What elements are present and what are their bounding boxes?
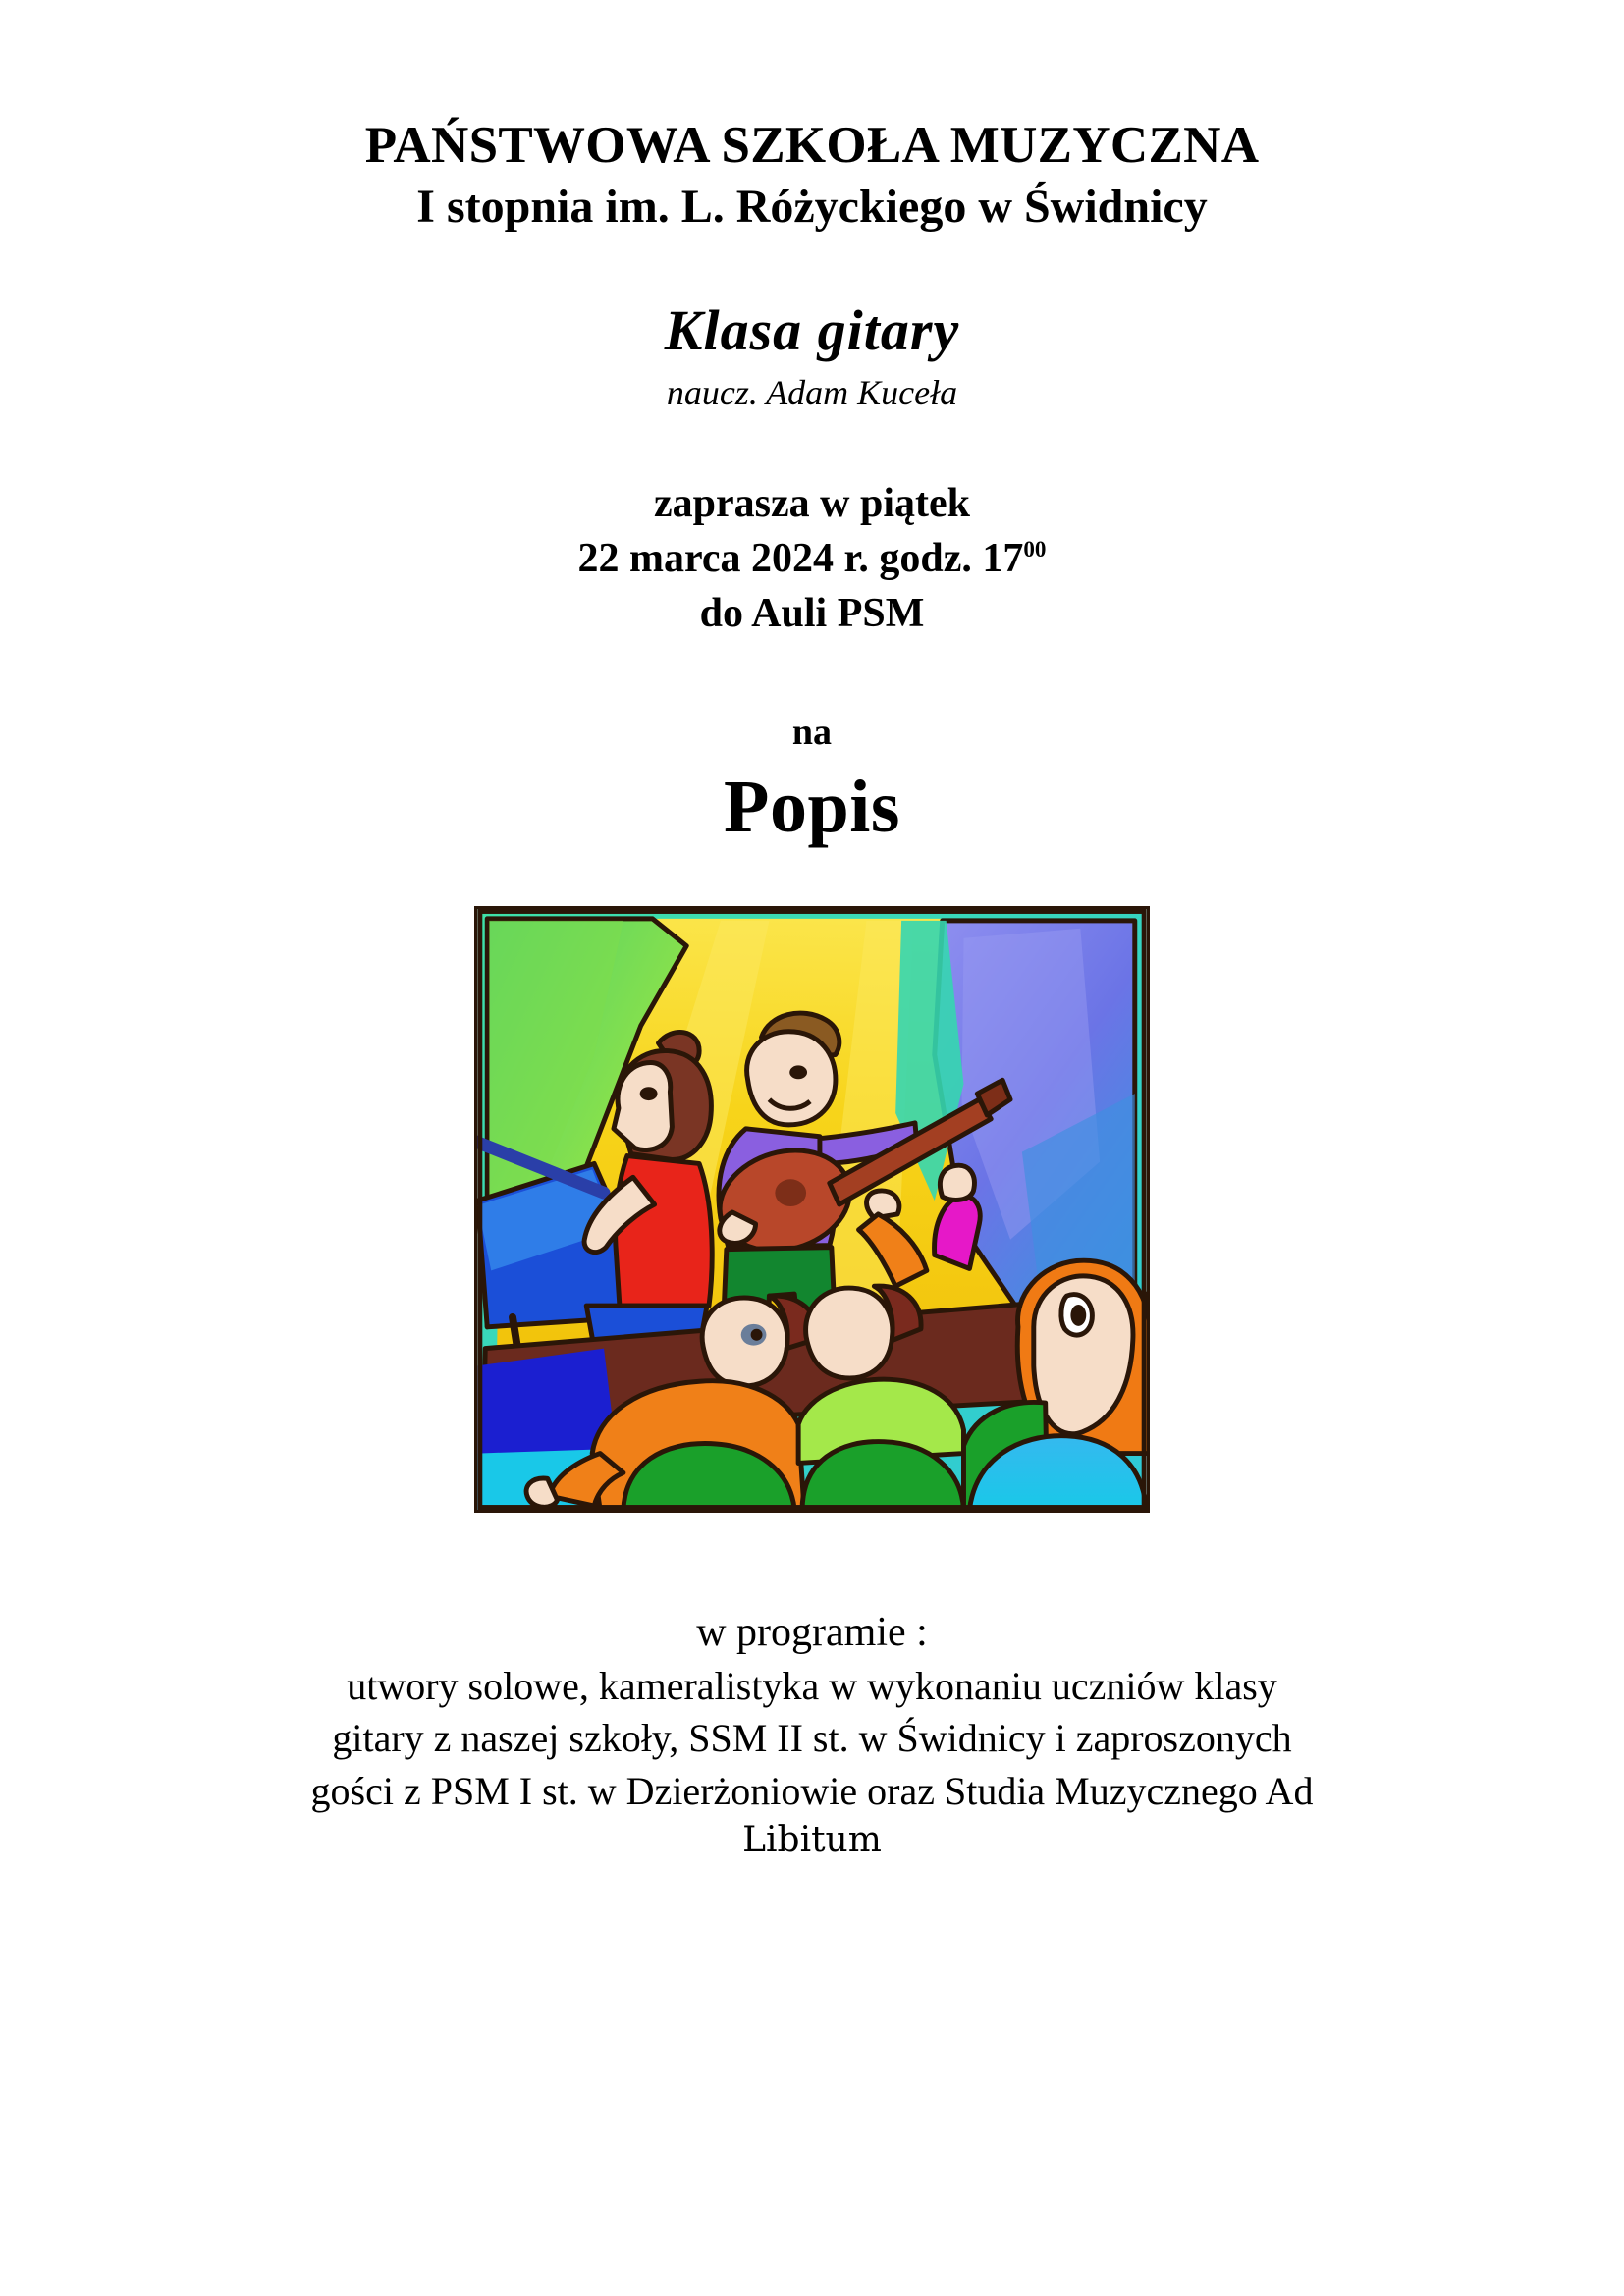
program-line-4: Libitum [742, 1819, 882, 1860]
program-line-3: gości z PSM I st. w Dzierżoniowie oraz Studia Muzycznego Ad [310, 1768, 1314, 1813]
teacher-name: naucz. Adam Kuceła [666, 372, 958, 412]
school-header [0, 116, 1624, 235]
school-name-line2: I stopnia im. L. Różyckiego w Świdnicy [416, 181, 1208, 234]
illustration-wrap [0, 906, 1624, 1513]
program-body [0, 1660, 1624, 1863]
invitation-block [0, 477, 1624, 642]
event-name: Popis [724, 766, 900, 849]
program-line-2: gitary z naszej szkoły, SSM II st. w Świdnicy i zaproszonych [332, 1716, 1292, 1761]
invitation-date-time [0, 532, 1624, 587]
invitation-date: 22 marca 2024 r. godz. 17 [577, 535, 1024, 581]
invitation-venue: do Auli PSM [699, 590, 925, 636]
school-name-line1: PAŃSTWOWA SZKOŁA MUZYCZNA [364, 117, 1260, 174]
program-line-1: utwory solowe, kameralistyka w wykonaniu uczniów klasy [347, 1664, 1277, 1709]
program-heading: w programie : [696, 1609, 928, 1655]
invitation-minutes: 00 [1023, 535, 1047, 561]
invitation-weekday: zaprasza w piątek [654, 481, 970, 527]
class-title: Klasa gitary [664, 298, 960, 363]
concert-clipart-illustration [474, 906, 1150, 1513]
event-block [0, 711, 1624, 851]
event-preposition: na [791, 711, 833, 753]
class-block [0, 299, 1624, 414]
program-block [0, 1607, 1624, 1864]
